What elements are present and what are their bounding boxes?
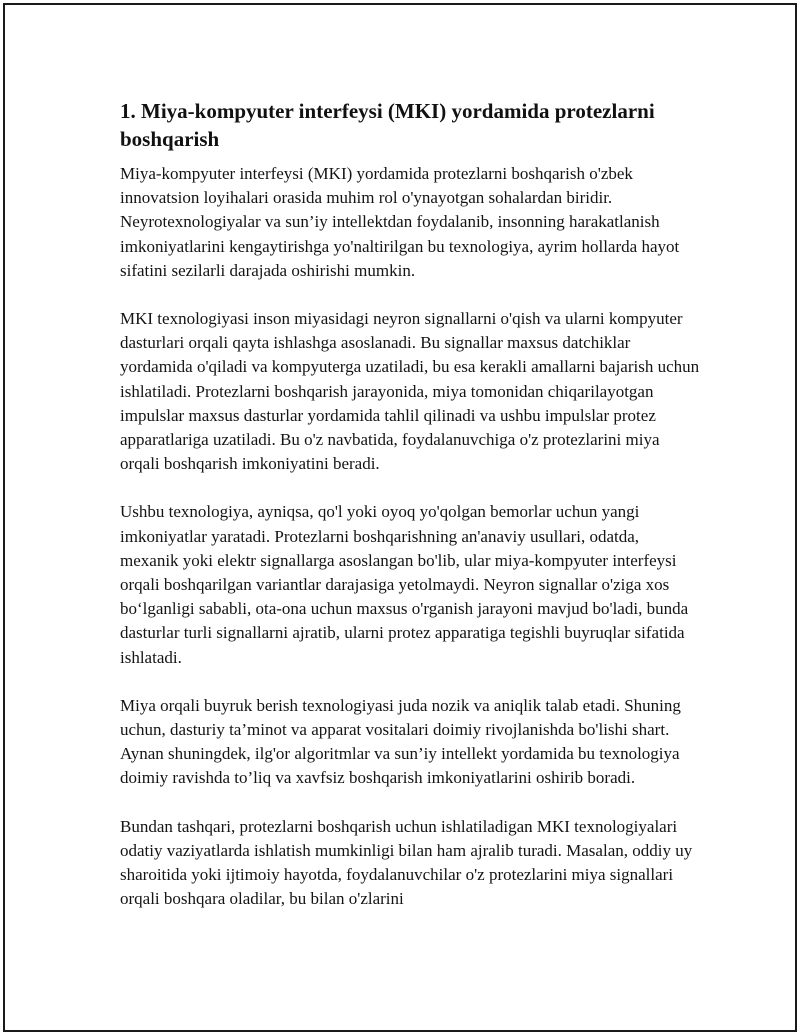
paragraph-precision: Miya orqali buyruk berish texnologiyasi juda nozik va aniqlik talab etadi. Shuning uchun, dasturiy ta’minot va apparat vositalari doimiy rivojlanishda bo'lishi shart. Aynan shuningdek, ilg'or algoritmlar va sun’iy intellekt yordamida bu texnologiya doimiy ravishda to’liq va xavfsiz boshqarish imkoniyatlarini oshirib boradi. [120,695,681,788]
paragraph-mki-technology: MKI texnologiyasi inson miyasidagi neyron signallarni o'qish va ularni kompyuter dasturlari orqali qayta ishlashga asoslanadi. Bu signallar maxsus datchiklar yordamida o'qiladi va kompyuterga uzatiladi, bu esa kerakli amallarni bajarish uchun ishlatiladi. Protezlarni boshqarish jarayonida, miya tomonidan chiqarilayotgan impulslar maxsus dasturlar yordamida tahlil qilinadi va ushbu impulslar protez apparatlariga uzatiladi. Bu o'z navbatida, foydalanuvchiga o'z protezlarini miya orqali boshqarish imkoniyatini beradi. [120,309,700,474]
section-heading: 1. Miya-kompyuter interfeysi (MKI) yordamida protezlarni boshqarish [120,99,655,151]
page-frame [3,3,797,1032]
document-body [120,97,700,935]
paragraph-everyday-use: Bundan tashqari, protezlarni boshqarish uchun ishlatiladigan MKI texnologiyalari odatiy vaziyatlarda ishlatish mumkinligi bilan ham ajralib turadi. Masalan, oddiy uy sharoitida yoki ijtimoiy hayotda, foydalanuvchilar o'z protezlarini miya signallari orqali boshqara oladilar, bu bilan o'zlarini [120,816,693,909]
paragraph-intro: Miya-kompyuter interfeysi (MKI) yordamida protezlarni boshqarish o'zbek innovatsion loyihalari orasida muhim rol o'ynayotgan sohalardan biridir. Neyrotexnologiyalar va sun’iy intellektdan foydalanib, insonning harakatlanish imkoniyatlarini kengaytirishga yo'naltirilgan bu texnologiya, ayrim hollarda hayot sifatini sezilarli darajada oshirishi mumkin. [120,164,680,280]
paragraph-new-opportunities: Ushbu texnologiya, ayniqsa, qo'l yoki oyoq yo'qolgan bemorlar uchun yangi imkoniyatlar yaratadi. Protezlarni boshqarishning an'anaviy usullari, odatda, mexanik yoki elektr signallarga asoslangan bo'lib, ular miya-kompyuter interfeysi orqali boshqarilgan variantlar darajasiga yetolmaydi. Neyron signallar o'ziga xos bo‘lganligi sababli, ota-ona uchun maxsus o'rganish jarayoni mavjud bo'ladi, bunda dasturlar turli signallarni ajratib, ularni protez apparatiga tegishli buyruqlar sifatida ishlatadi. [120,502,689,667]
